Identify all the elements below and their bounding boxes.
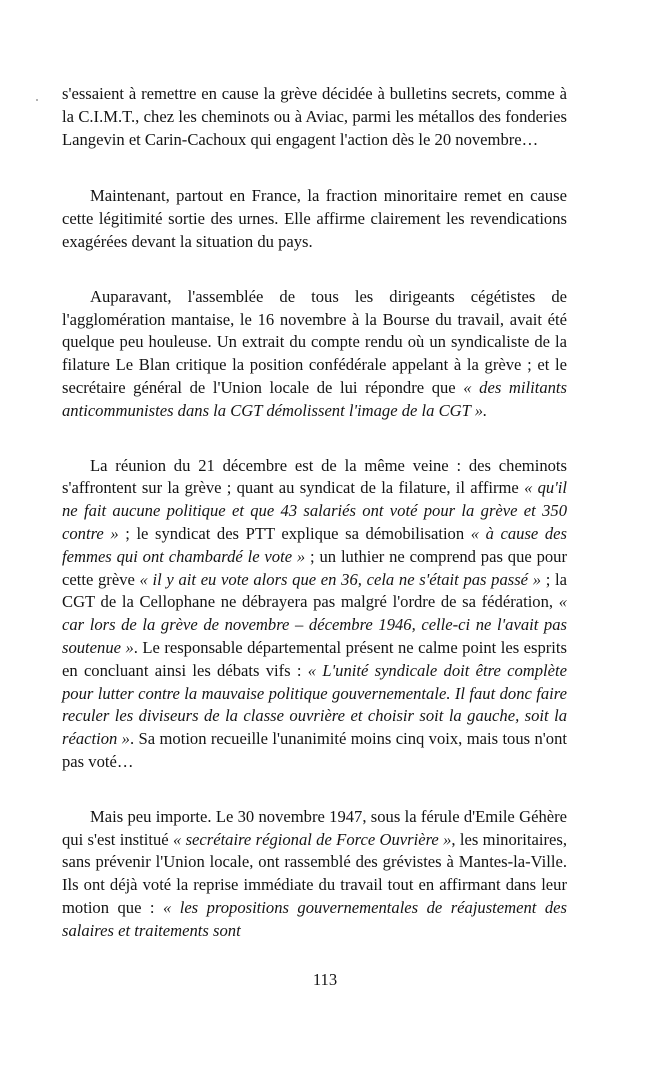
paragraph-4 <box>62 455 567 774</box>
paragraph-4-quote: « qu'il ne fait aucune politique et que 43 salariés ont voté pour la grève et 350 contre » <box>62 478 567 543</box>
paragraph-4-run: ; un luthier ne comprend pas que pour cette grève <box>62 546 567 589</box>
body-text <box>62 83 567 943</box>
paragraph-5-quote: « les propositions gouvernementales de réajustement des salaires et traitements sont <box>62 897 567 940</box>
paragraph-4-run: ; la CGT de la Cellophane ne débrayera pas malgré l'ordre de sa fédération, <box>62 569 567 612</box>
paragraph-1 <box>62 83 567 151</box>
paragraph-3-run: Auparavant, l'assemblée de tous les dirigeants cégétistes de l'agglomération mantaise, le 16 novembre à la Bourse du travail, avait été quelque peu houleuse. Un extrait du compte rendu où un syndicaliste de la filature Le Blan critique la position confédérale appelant à la grève ; et le secrétaire général de l'Union locale de lui répondre que <box>62 286 567 397</box>
paragraph-5-run: , les minoritaires, sans prévenir l'Union locale, ont rassemblé des grévistes à Mantes-la-Ville. Ils ont déjà voté la reprise immédiate du travail tout en affirmant dans leur motion que : <box>62 829 567 917</box>
paragraph-4-run: ; le syndicat des PTT explique sa démobilisation <box>118 523 471 543</box>
paragraph-4-run: . Sa motion recueille l'unanimité moins cinq voix, mais tous n'ont pas voté… <box>62 729 567 771</box>
paragraph-4-quote: « L'unité syndicale doit être complète pour lutter contre la mauvaise politique gouvernementale. Il faut donc faire reculer les diviseurs de la classe ouvrière et choisir soit la gauche, soit la réaction » <box>62 660 567 749</box>
paragraph-5 <box>62 806 567 943</box>
paragraph-4-quote: « il y ait eu vote alors que en 36, cela ne s'était pas passé » <box>139 569 542 589</box>
scan-speck <box>36 99 38 101</box>
paragraph-4-run: La réunion du 21 décembre est de la même veine : des cheminots s'affrontent sur la grève ; quant au syndicat de la filature, il affirme <box>62 455 567 498</box>
paragraph-4-run: . Le responsable départemental présent ne calme point les esprits en concluant ainsi les débats vifs : <box>62 637 567 680</box>
paragraph-1-run: s'essaient à remettre en cause la grève décidée à bulletins secrets, comme à la C.I.M.T., chez les cheminots ou à Aviac, parmi les métallos des fonderies Langevin et Carin-Cachoux qui engagent l'action dès le 20 novembre… <box>62 84 567 149</box>
paragraph-5-run: Mais peu importe. Le 30 novembre 1947, sous la férule d'Emile Géhère qui s'est institué <box>62 806 567 849</box>
page-number: 113 <box>312 970 338 989</box>
paragraph-2-run: Maintenant, partout en France, la fraction minoritaire remet en cause cette légitimité sortie des urnes. Elle affirme clairement les revendications exagérées devant la situation du pays. <box>62 186 567 251</box>
paragraph-4-quote: « car lors de la grève de novembre – décembre 1946, celle-ci ne l'avait pas soutenue » <box>62 592 567 657</box>
paragraph-3-quote: « des militants anticommunistes dans la CGT démolissent l'image de la CGT ». <box>62 377 567 420</box>
paragraph-3 <box>62 286 567 423</box>
paragraph-4-quote: « à cause des femmes qui ont chambardé le vote » <box>62 523 567 566</box>
paragraph-5-quote: « secrétaire régional de Force Ouvrière » <box>172 829 452 849</box>
paragraph-2 <box>62 185 567 253</box>
